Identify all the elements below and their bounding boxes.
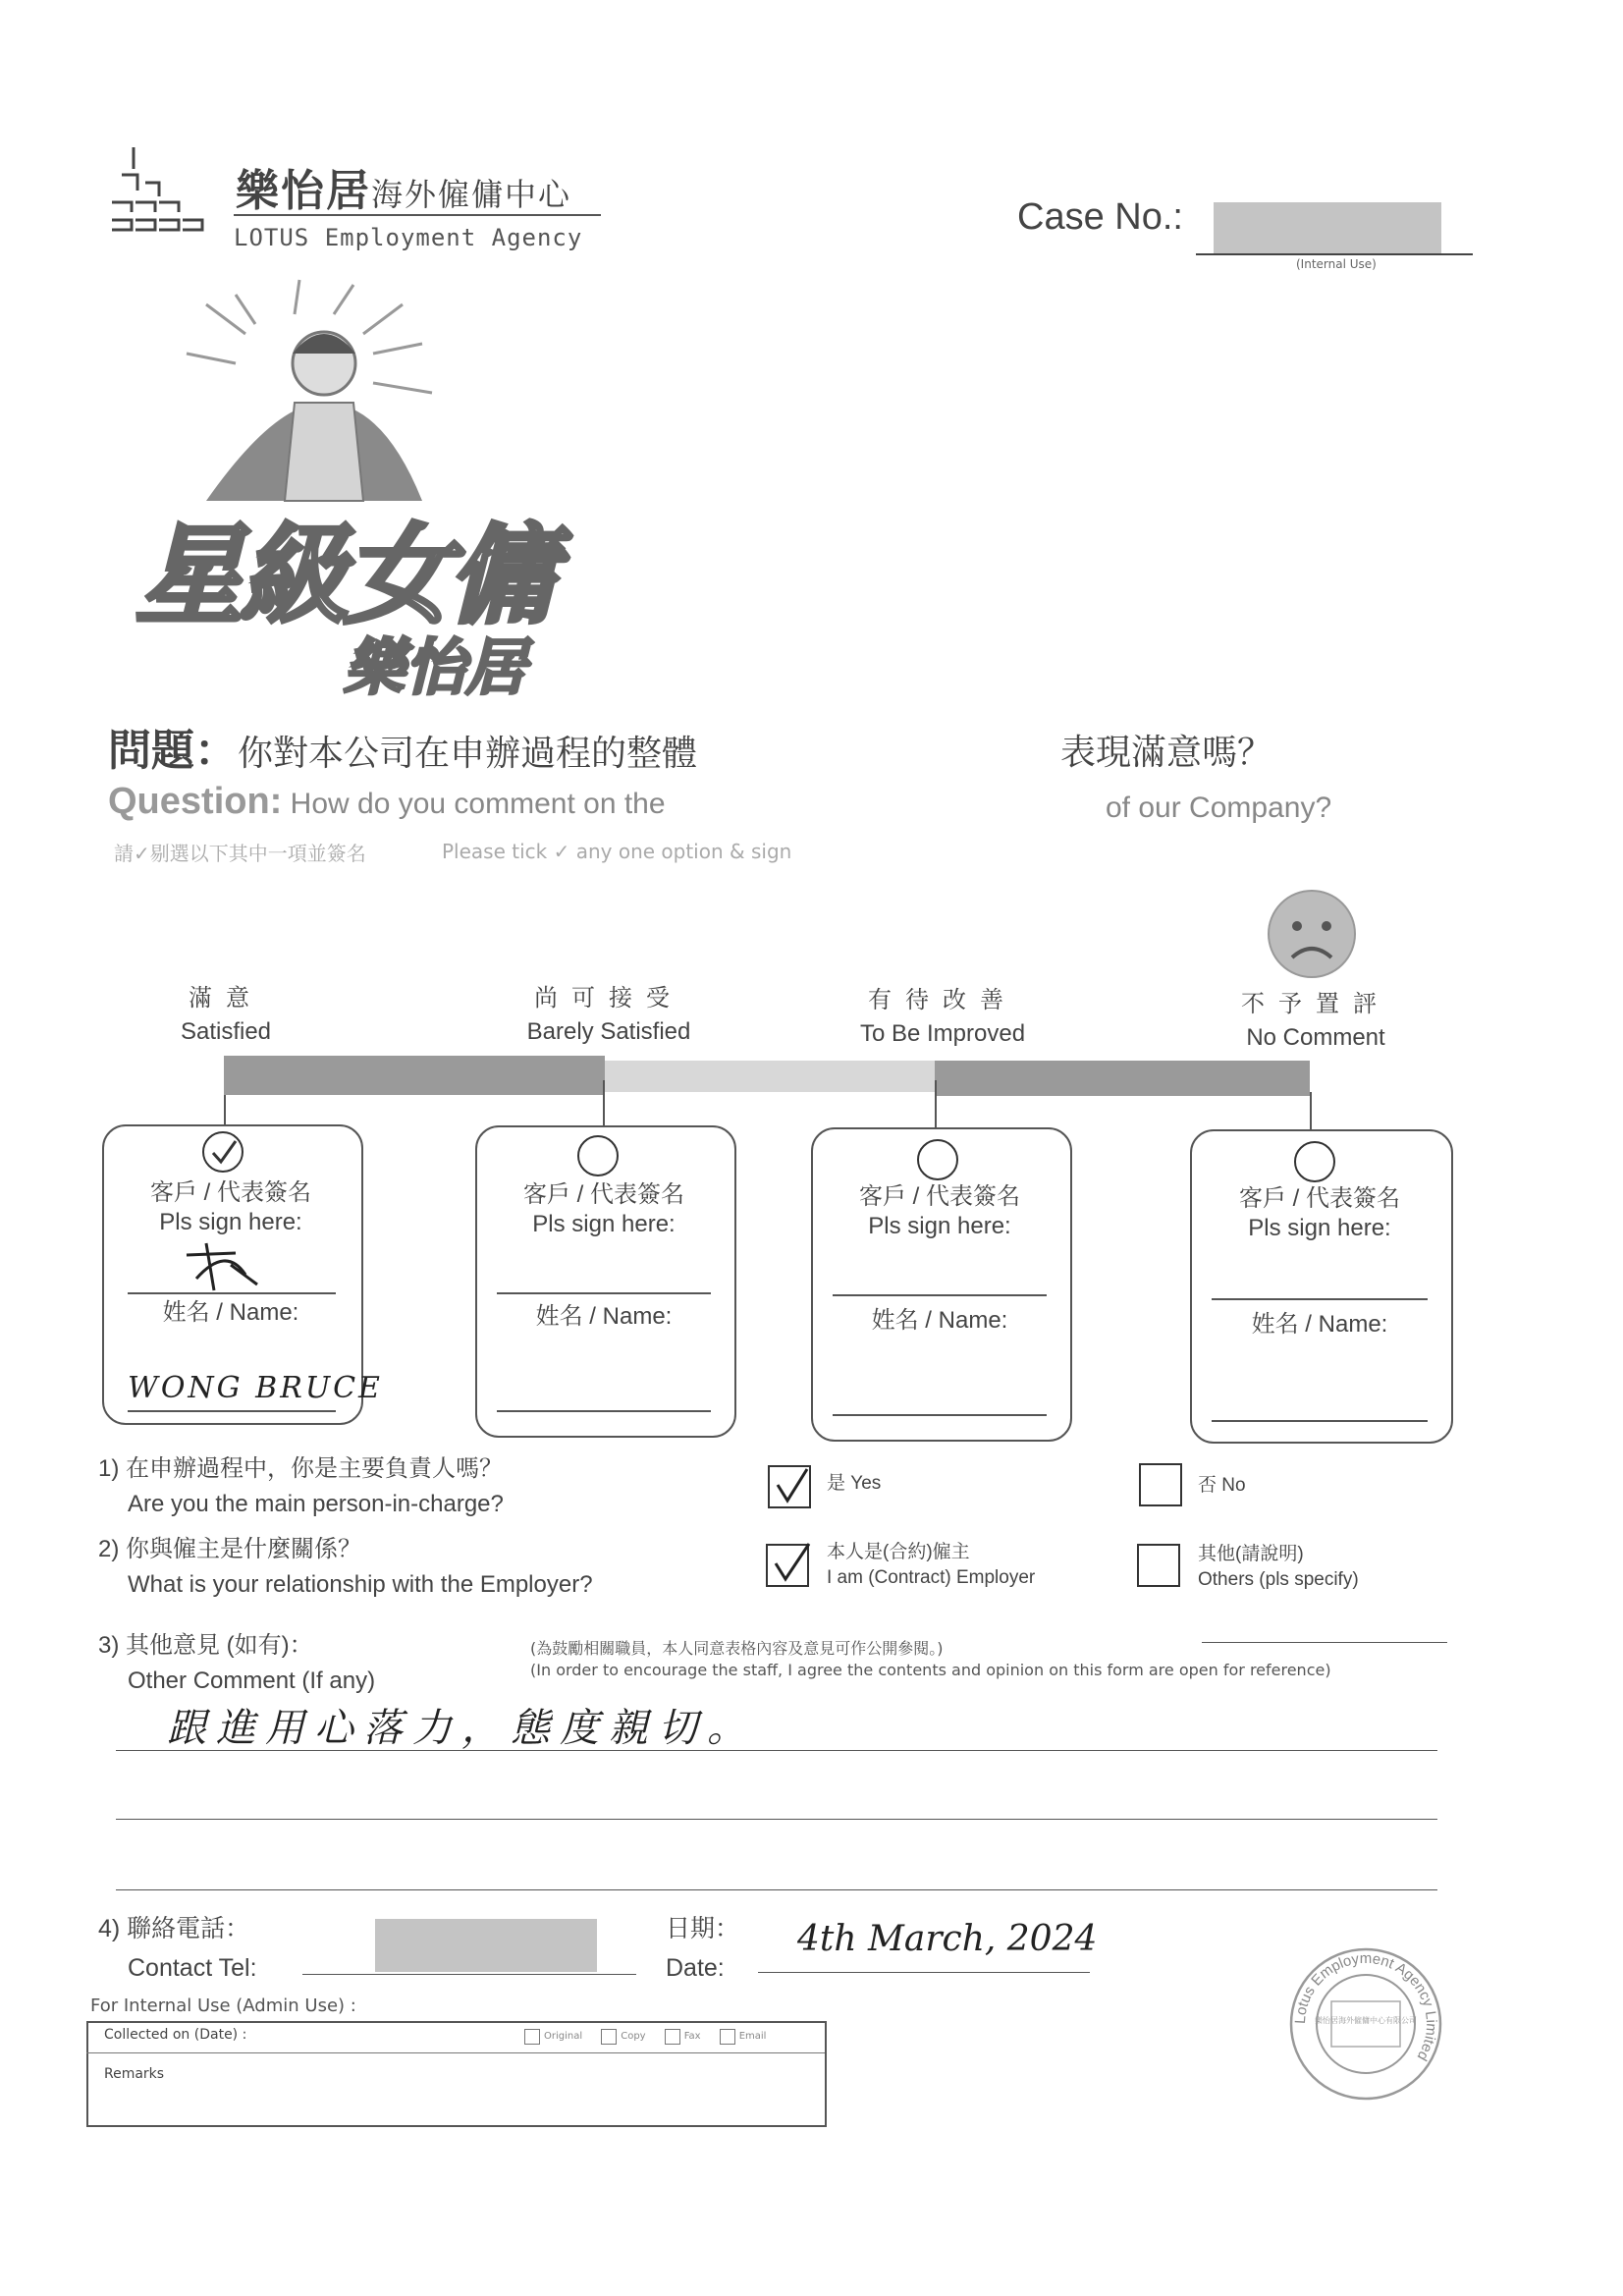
contact-tel-line[interactable] xyxy=(302,1974,636,1975)
banner-subtitle: 樂怡居 xyxy=(344,631,527,703)
q1-yes-label: 是 Yes xyxy=(827,1473,882,1494)
option-label-satisfied: 滿意 Satisfied xyxy=(180,985,272,1045)
name-line xyxy=(497,1410,711,1412)
sign-label: 客戶 / 代表簽名 Pls sign here: xyxy=(149,1179,311,1235)
connector-bar-middle xyxy=(605,1061,935,1092)
q1-no-checkbox[interactable] xyxy=(1139,1463,1182,1506)
q3-answer-line-2 xyxy=(116,1819,1437,1820)
checkmark-icon xyxy=(206,1135,242,1175)
svg-text:Lotus Employment Agency Limite: Lotus Employment Agency Limited xyxy=(1291,1949,1440,2064)
sign-line xyxy=(1212,1298,1428,1300)
sign-label: 客戶 / 代表簽名 Pls sign here: xyxy=(522,1181,684,1237)
name-label: 姓名 / Name: xyxy=(871,1307,1008,1334)
admin-method-fax[interactable]: Fax xyxy=(665,2026,701,2045)
question-cn-end: 表現滿意嗎？ xyxy=(1060,733,1273,773)
sign-label: 客戶 / 代表簽名 Pls sign here: xyxy=(858,1183,1020,1239)
date-value[interactable]: 4th March, 2024 xyxy=(797,1919,1098,1959)
connector-drop-2 xyxy=(603,1080,605,1129)
sign-line xyxy=(833,1294,1047,1296)
q1-text: 1) 在申辦過程中，你是主要負責人嗎？ Are you the main person-in-charge? xyxy=(98,1455,504,1517)
q2-others-label: 其他(請說明) Others (pls specify) xyxy=(1198,1544,1359,1590)
admin-method-original[interactable]: Original xyxy=(524,2026,582,2045)
company-logo xyxy=(110,147,208,246)
q3-answer-line-3 xyxy=(116,1889,1437,1890)
q4-date-label: 日期： Date: xyxy=(666,1915,740,1982)
sad-face-icon xyxy=(1267,889,1357,983)
sign-line xyxy=(497,1292,711,1294)
admin-row-divider xyxy=(86,2052,825,2053)
company-name-cn: 樂怡居海外僱傭中心 xyxy=(236,166,572,216)
signer-name: WONG BRUCE xyxy=(128,1371,383,1405)
name-line xyxy=(1212,1420,1428,1422)
name-label: 姓名 / Name: xyxy=(162,1299,299,1326)
q3-text: 3) 其他意見 (如有)： Other Comment (If any) xyxy=(98,1632,376,1694)
option-radio-to-be-improved[interactable] xyxy=(917,1139,958,1180)
option-label-no-comment: 不予置評 No Comment xyxy=(1241,991,1390,1051)
sign-label: 客戶 / 代表簽名 Pls sign here: xyxy=(1238,1185,1400,1241)
company-name-en: LOTUS Employment Agency xyxy=(234,224,583,251)
q3-top-rule xyxy=(1202,1642,1447,1643)
case-no-underline xyxy=(1196,253,1473,255)
connector-drop-1 xyxy=(224,1095,226,1126)
checkmark-icon xyxy=(770,1542,813,1589)
connector-drop-3 xyxy=(935,1080,937,1129)
svg-text:樂怡居海外僱傭中心有限公司: 樂怡居海外僱傭中心有限公司 xyxy=(1315,2016,1417,2025)
option-label-barely-satisfied: 尚可接受 Barely Satisfied xyxy=(526,985,691,1045)
q1-no-label: 否 No xyxy=(1198,1475,1246,1496)
maid-illustration xyxy=(128,275,511,520)
option-radio-barely-satisfied[interactable] xyxy=(577,1135,619,1176)
admin-methods xyxy=(524,2026,766,2045)
option-radio-no-comment[interactable] xyxy=(1294,1141,1335,1182)
contact-tel-redacted xyxy=(375,1919,597,1972)
case-no-note: (Internal Use) xyxy=(1296,257,1377,271)
q3-comment-answer[interactable]: 跟進用心落力，態度親切。 xyxy=(167,1706,756,1751)
connector-bar-left xyxy=(224,1056,605,1095)
admin-remarks-label: Remarks xyxy=(104,2066,165,2082)
admin-collected-label: Collected on (Date) : xyxy=(104,2027,247,2043)
case-no-label: Case No.: xyxy=(1017,196,1183,238)
option-label-to-be-improved: 有待改善 To Be Improved xyxy=(859,987,1026,1047)
date-line xyxy=(758,1972,1090,1973)
name-line xyxy=(833,1414,1047,1416)
question-en-end: of our Company? xyxy=(1106,792,1332,824)
signature-mark xyxy=(177,1235,265,1298)
q2-others-checkbox[interactable] xyxy=(1137,1544,1180,1587)
q2-text: 2) 你與僱主是什麼關係？ What is your relationship with the Employer? xyxy=(98,1536,593,1598)
company-stamp xyxy=(1286,1944,1445,2107)
admin-title: For Internal Use (Admin Use) : xyxy=(90,1995,356,2016)
checkmark-icon xyxy=(772,1467,811,1510)
q2-employer-label: 本人是(合約)僱主 I am (Contract) Employer xyxy=(827,1542,1036,1588)
q3-answer-line-1 xyxy=(116,1750,1437,1751)
case-no-redacted xyxy=(1214,202,1441,253)
instruction-en: Please tick ✓ any one option & sign xyxy=(442,840,792,863)
name-label: 姓名 / Name: xyxy=(535,1303,673,1330)
instruction-cn: 請✓剔選以下其中一項並簽名 xyxy=(114,842,366,865)
sign-line xyxy=(128,1292,336,1294)
logo-divider xyxy=(234,214,601,216)
admin-method-email[interactable]: Email xyxy=(720,2026,767,2045)
q3-consent-note: (為鼓勵相關職員，本人同意表格內容及意見可作公開參閱。) (In order to encourage the staff, I agree the contents and opinion on this form are open for reference) xyxy=(530,1639,1331,1679)
name-label: 姓名 / Name: xyxy=(1251,1311,1388,1338)
q4-tel-label: 4) 聯絡電話： Contact Tel: xyxy=(98,1915,257,1982)
question-en: Question: How do you comment on the xyxy=(108,781,666,822)
admin-method-copy[interactable]: Copy xyxy=(601,2026,645,2045)
banner-title: 星級女傭 xyxy=(135,513,552,638)
name-line xyxy=(128,1410,336,1412)
question-cn: 問題：你對本公司在申辦過程的整體 xyxy=(108,726,698,776)
connector-drop-4 xyxy=(1310,1092,1312,1129)
connector-bar-right xyxy=(935,1061,1310,1096)
